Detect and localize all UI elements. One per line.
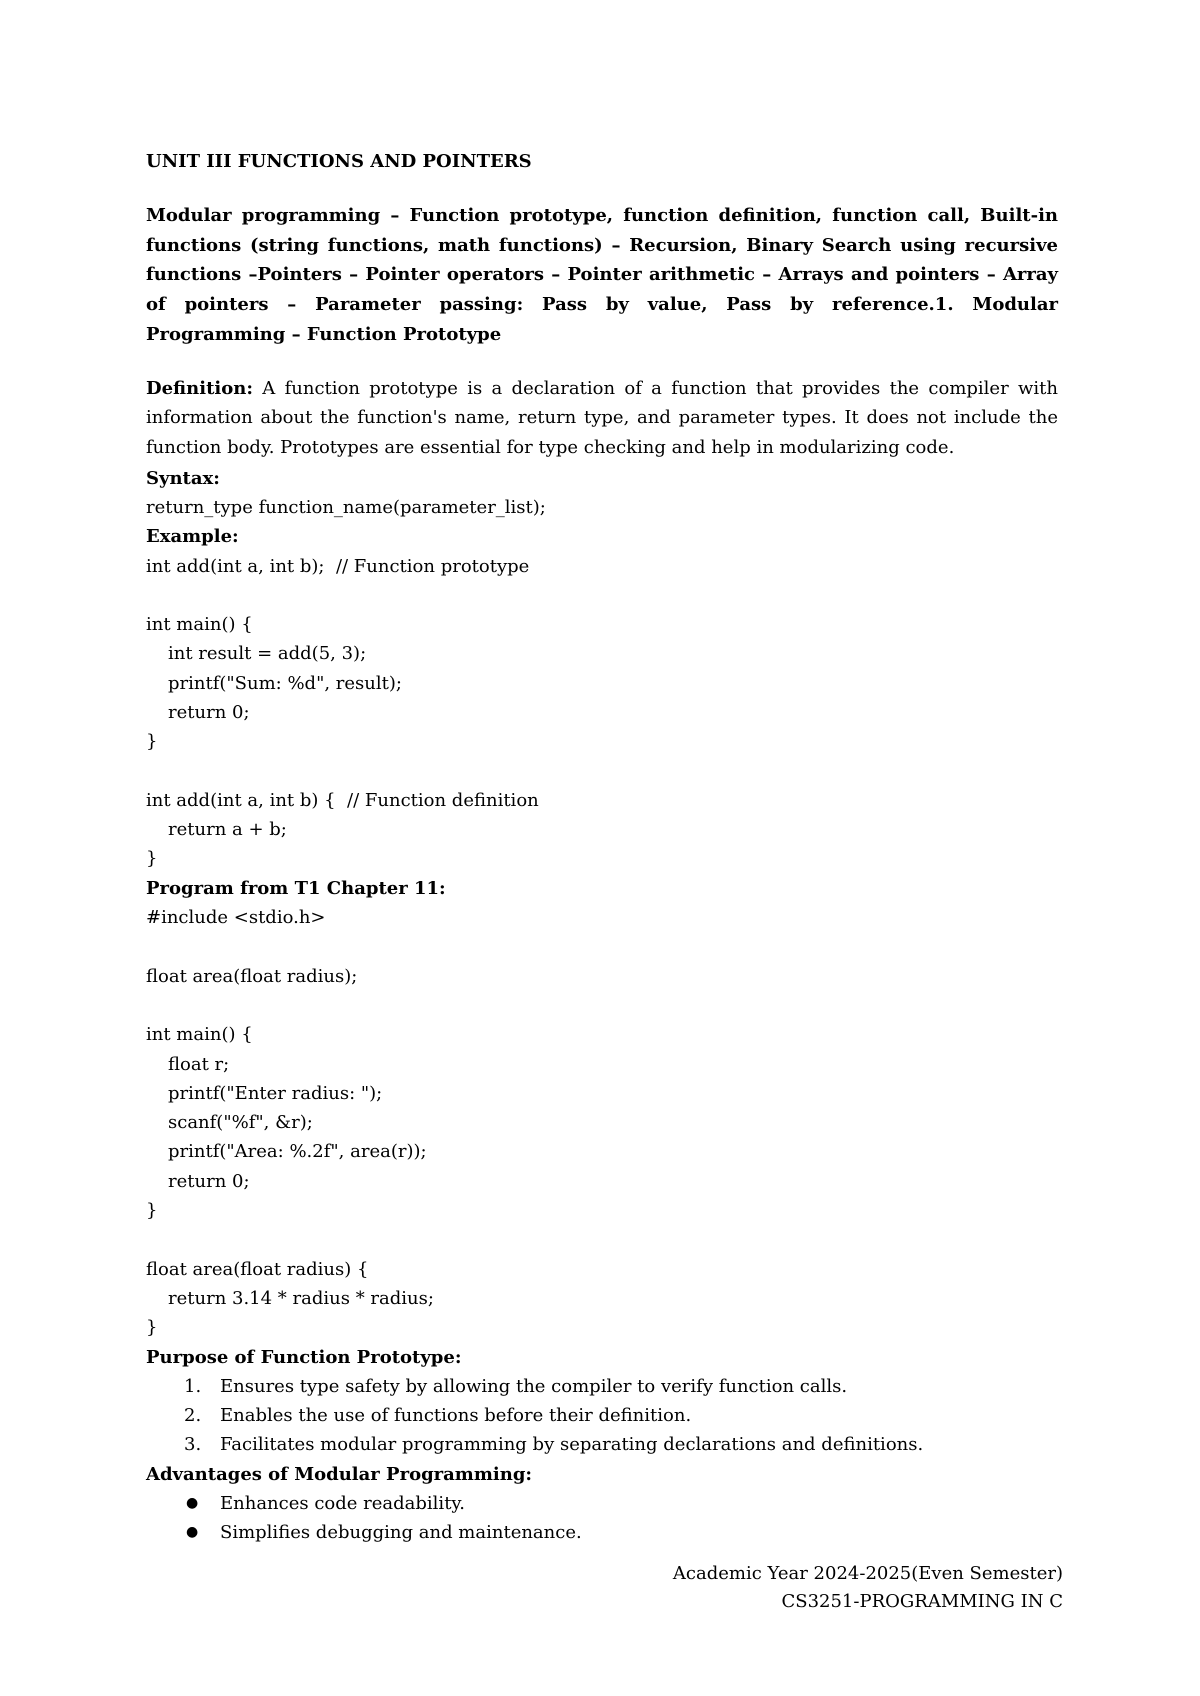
list-item	[146, 1372, 1058, 1401]
page-content	[146, 147, 1058, 1548]
code-line: #include <stdio.h>	[146, 907, 326, 929]
list-text: Enhances code readability.	[220, 1493, 465, 1515]
code-line: int add(int a, int b) { // Function definition	[146, 789, 539, 811]
list-text: Facilitates modular programming by separating declarations and definitions.	[220, 1434, 924, 1456]
code-line: float area(float radius);	[146, 965, 358, 987]
footer-course-code: CS3251-PROGRAMMING IN C	[781, 1591, 1063, 1612]
list-text: Ensures type safety by allowing the compiler to verify function calls.	[220, 1375, 848, 1397]
unit-title: UNIT III FUNCTIONS AND POINTERS	[146, 151, 532, 172]
code-line: }	[146, 848, 158, 870]
code-line: int result = add(5, 3);	[168, 643, 367, 665]
syntax-code: return_type function_name(parameter_list);	[146, 496, 546, 518]
example-label: Example:	[146, 526, 239, 548]
code-line: printf("Enter radius: ");	[168, 1082, 383, 1104]
bullet-icon: ●	[186, 1495, 199, 1512]
code-line: }	[146, 1200, 158, 1222]
code-line: }	[146, 731, 158, 753]
blank-line	[146, 757, 1058, 786]
definition-text: A function prototype is a declaration of a function that provides the compiler with information about the function's name, return type, and parameter types. It does not include the function body. Prototypes are essential for type checking and help in modularizing code.	[146, 377, 1058, 458]
list-text: Enables the use of functions before their definition.	[220, 1405, 692, 1427]
blank-line	[146, 581, 1058, 610]
code-line: int main() {	[146, 1024, 253, 1046]
code-line: int add(int a, int b); // Function prototype	[146, 555, 530, 577]
list-number: 3.	[184, 1434, 202, 1456]
blank-line	[146, 991, 1058, 1020]
blank-line	[146, 1225, 1058, 1254]
definition-paragraph	[146, 374, 1058, 463]
advantages-label: Advantages of Modular Programming:	[146, 1463, 533, 1485]
code-line: printf("Sum: %d", result);	[168, 672, 402, 694]
list-number: 1.	[184, 1375, 202, 1397]
code-line: return a + b;	[168, 819, 287, 841]
code-line: return 0;	[168, 702, 250, 723]
code-line: }	[146, 1317, 158, 1339]
code-line: scanf("%f", &r);	[168, 1112, 313, 1134]
syllabus-paragraph: Modular programming – Function prototype, function definition, function call, Built-in functions (string functions, math functions) – Recursion, Binary Search using recursive functions –Pointers – Pointer operators – Pointer arithmetic – Arrays and pointers – Array of pointers – Parameter passing: Pass by value, Pass by reference.1. Modular Programming – Function Prototype	[146, 205, 1058, 345]
list-item	[146, 1401, 1058, 1430]
code-line: return 0;	[168, 1170, 250, 1192]
bullet-item	[146, 1489, 1058, 1518]
list-text: Simplifies debugging and maintenance.	[220, 1522, 582, 1544]
code-line: printf("Area: %.2f", area(r));	[168, 1141, 427, 1163]
syntax-label: Syntax:	[146, 467, 220, 489]
footer-academic-year: Academic Year 2024-2025(Even Semester)	[672, 1563, 1063, 1584]
bullet-item	[146, 1518, 1058, 1547]
bullet-icon: ●	[186, 1524, 199, 1541]
code-line: float area(float radius) {	[146, 1258, 369, 1280]
code-line: return 3.14 * radius * radius;	[168, 1287, 434, 1309]
code-line: float r;	[168, 1053, 230, 1075]
page-footer	[673, 1560, 1063, 1616]
purpose-label: Purpose of Function Prototype:	[146, 1346, 462, 1368]
program-label: Program from T1 Chapter 11:	[146, 877, 446, 899]
code-line: int main() {	[146, 614, 253, 636]
blank-line	[146, 932, 1058, 961]
list-number: 2.	[184, 1405, 202, 1427]
definition-label: Definition:	[146, 377, 253, 399]
list-item	[146, 1430, 1058, 1459]
